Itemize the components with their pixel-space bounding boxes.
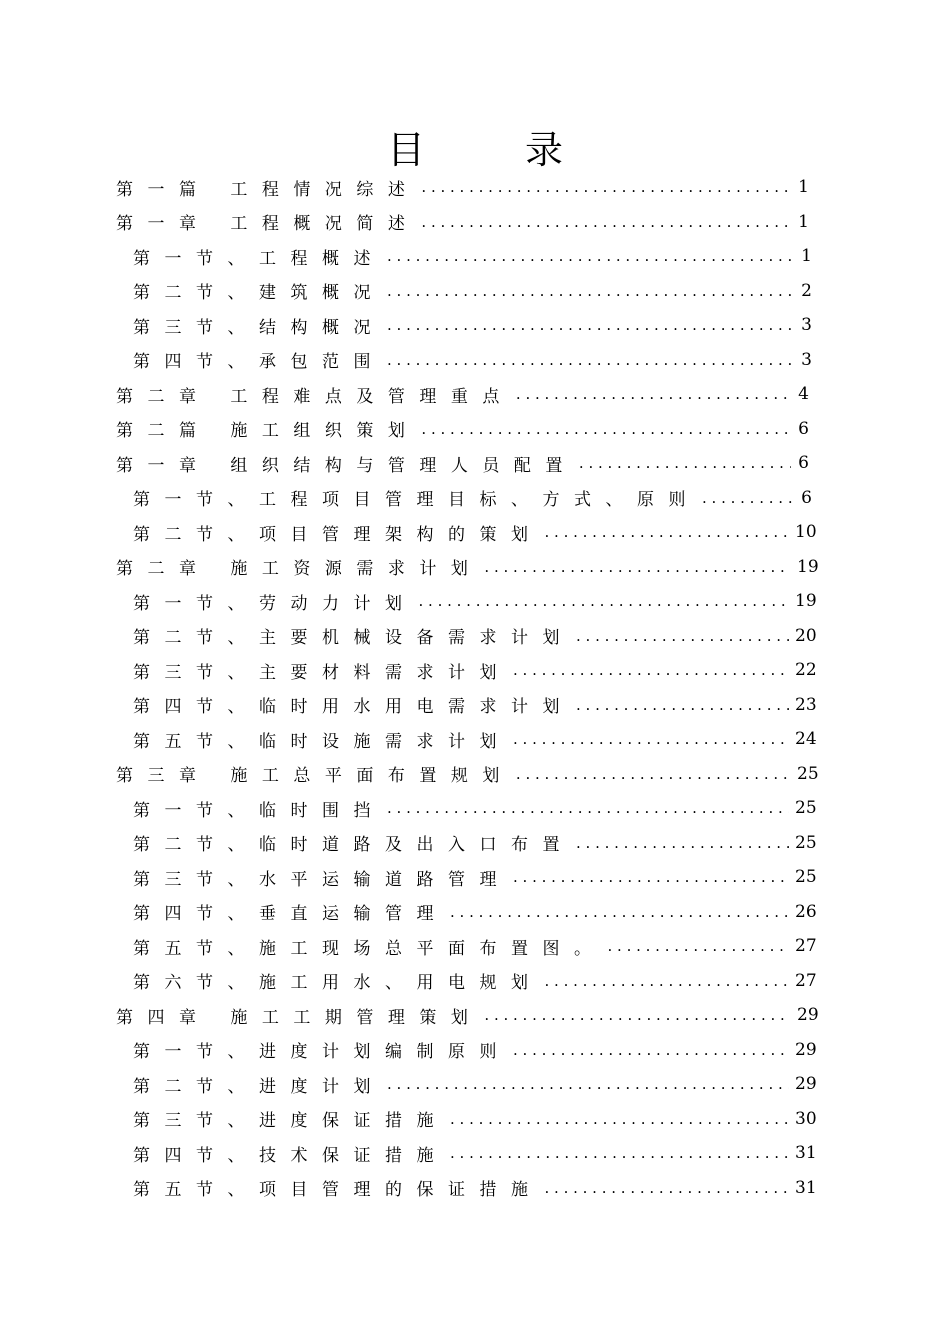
- toc-entry-label: 第四章 施工工期管理策划: [116, 1007, 483, 1028]
- toc-entry-section[interactable]: [0, 860, 950, 895]
- toc-entry-page-number: 19: [797, 556, 819, 577]
- toc-entry-page-number: 6: [798, 453, 809, 474]
- toc-entry-label: 第四节、技术保证措施: [133, 1145, 448, 1166]
- toc-entry-section[interactable]: [0, 584, 950, 619]
- toc-entry-page-number: 24: [795, 729, 817, 750]
- toc-entry-page-number: 6: [798, 418, 809, 439]
- toc-entry-chapter[interactable]: [0, 757, 950, 792]
- toc-entry-label: 第六节、施工用水、用电规划: [133, 973, 543, 994]
- toc-entry-section[interactable]: [0, 653, 950, 688]
- toc-leader-dots: [516, 765, 791, 783]
- toc-entry-page-number: 2: [801, 280, 812, 301]
- toc-entry-section[interactable]: [0, 791, 950, 826]
- toc-entry-chapter[interactable]: [0, 550, 950, 585]
- toc-leader-dots: [387, 799, 789, 817]
- toc-entry-page-number: 3: [801, 349, 812, 370]
- toc-entry-label: 第二篇 施工组织策划: [116, 421, 420, 442]
- toc-entry-section[interactable]: [0, 722, 950, 757]
- toc-entry-section[interactable]: [0, 239, 950, 274]
- toc-entry-section[interactable]: [0, 688, 950, 723]
- toc-entry-page-number: 31: [795, 1143, 817, 1164]
- toc-leader-dots: [513, 1041, 789, 1059]
- toc-entry-label: 第三节、进度保证措施: [133, 1111, 448, 1132]
- toc-leader-dots: [387, 351, 794, 369]
- page-title: 目 录: [386, 128, 608, 172]
- toc-entry-label: 第一节、进度计划编制原则: [133, 1042, 511, 1063]
- toc-entry-label: 第一节、临时围挡: [133, 800, 385, 821]
- toc-entry-chapter[interactable]: [0, 998, 950, 1033]
- toc-entry-label: 第二节、主要机械设备需求计划: [133, 628, 574, 649]
- toc-entry-page-number: 26: [795, 901, 817, 922]
- toc-entry-label: 第二章 工程难点及管理重点: [116, 386, 514, 407]
- toc-entry-section[interactable]: [0, 343, 950, 378]
- toc-entry-page-number: 29: [795, 1039, 817, 1060]
- toc-entry-label: 第五节、临时设施需求计划: [133, 731, 511, 752]
- toc-leader-dots: [387, 282, 794, 300]
- toc-entry-section[interactable]: [0, 929, 950, 964]
- toc-entry-page-number: 1: [798, 211, 809, 232]
- toc-entry-label: 第一节、工程项目管理目标、方式、原则: [133, 490, 700, 511]
- toc-leader-dots: [545, 523, 790, 541]
- toc-entry-page-number: 29: [795, 1074, 817, 1095]
- toc-entry-page-number: 1: [801, 246, 812, 267]
- toc-leader-dots: [421, 178, 791, 196]
- toc-entry-page-number: 29: [797, 1005, 819, 1026]
- toc-leader-dots: [450, 1144, 789, 1162]
- toc-entry-chapter[interactable]: [0, 170, 950, 205]
- toc-entry-label: 第三节、水平运输道路管理: [133, 869, 511, 890]
- toc-entry-chapter[interactable]: [0, 412, 950, 447]
- toc-leader-dots: [702, 489, 794, 507]
- toc-entry-label: 第一节、劳动力计划: [133, 593, 417, 614]
- toc-entry-section[interactable]: [0, 1171, 950, 1206]
- toc-leader-dots: [576, 834, 789, 852]
- toc-entry-page-number: 25: [795, 867, 817, 888]
- toc-leader-dots: [545, 972, 790, 990]
- toc-leader-dots: [421, 213, 791, 231]
- table-of-contents: [0, 170, 950, 1205]
- toc-entry-label: 第四节、承包范围: [133, 352, 385, 373]
- toc-entry-section[interactable]: [0, 308, 950, 343]
- toc-entry-section[interactable]: [0, 1102, 950, 1137]
- toc-entry-chapter[interactable]: [0, 446, 950, 481]
- toc-entry-page-number: 4: [798, 384, 809, 405]
- toc-leader-dots: [421, 420, 791, 438]
- toc-entry-page-number: 25: [797, 763, 819, 784]
- toc-leader-dots: [484, 558, 791, 576]
- toc-leader-dots: [545, 1179, 790, 1197]
- toc-leader-dots: [513, 868, 789, 886]
- toc-leader-dots: [387, 247, 794, 265]
- toc-leader-dots: [576, 696, 789, 714]
- toc-entry-page-number: 1: [798, 177, 809, 198]
- toc-leader-dots: [576, 627, 789, 645]
- toc-entry-page-number: 22: [795, 660, 817, 681]
- toc-entry-label: 第一章 工程概况简述: [116, 214, 420, 235]
- toc-entry-page-number: 30: [795, 1108, 817, 1129]
- toc-entry-label: 第二节、进度计划: [133, 1076, 385, 1097]
- toc-entry-page-number: 6: [801, 487, 812, 508]
- toc-entry-label: 第二节、临时道路及出入口布置: [133, 835, 574, 856]
- toc-leader-dots: [387, 1075, 789, 1093]
- toc-entry-section[interactable]: [0, 274, 950, 309]
- toc-entry-page-number: 20: [795, 625, 817, 646]
- toc-entry-chapter[interactable]: [0, 377, 950, 412]
- toc-entry-label: 第四节、垂直运输管理: [133, 904, 448, 925]
- toc-entry-section[interactable]: [0, 964, 950, 999]
- toc-entry-section[interactable]: [0, 1033, 950, 1068]
- toc-leader-dots: [608, 937, 790, 955]
- toc-entry-section[interactable]: [0, 619, 950, 654]
- toc-entry-label: 第一章 组织结构与管理人员配置: [116, 455, 577, 476]
- toc-entry-chapter[interactable]: [0, 205, 950, 240]
- toc-entry-label: 第三节、结构概况: [133, 317, 385, 338]
- toc-entry-section[interactable]: [0, 1136, 950, 1171]
- toc-entry-label: 第一篇 工程情况综述: [116, 179, 420, 200]
- toc-entry-label: 第三章 施工总平面布置规划: [116, 766, 514, 787]
- toc-entry-label: 第四节、临时用水用电需求计划: [133, 697, 574, 718]
- toc-entry-page-number: 31: [795, 1177, 817, 1198]
- toc-leader-dots: [513, 730, 789, 748]
- toc-entry-page-number: 19: [795, 591, 817, 612]
- toc-entry-label: 第一节、工程概述: [133, 248, 385, 269]
- toc-entry-label: 第二节、项目管理架构的策划: [133, 524, 543, 545]
- toc-entry-label: 第二章 施工资源需求计划: [116, 559, 483, 580]
- toc-entry-page-number: 10: [795, 522, 817, 543]
- toc-entry-section[interactable]: [0, 826, 950, 861]
- toc-entry-section[interactable]: [0, 1067, 950, 1102]
- toc-leader-dots: [419, 592, 790, 610]
- toc-leader-dots: [450, 1110, 789, 1128]
- toc-entry-page-number: 27: [795, 970, 817, 991]
- toc-leader-dots: [579, 454, 791, 472]
- toc-entry-page-number: 25: [795, 832, 817, 853]
- toc-entry-page-number: 23: [795, 694, 817, 715]
- toc-entry-page-number: 27: [795, 936, 817, 957]
- toc-entry-section[interactable]: [0, 481, 950, 516]
- toc-entry-section[interactable]: [0, 515, 950, 550]
- toc-entry-page-number: 3: [801, 315, 812, 336]
- toc-leader-dots: [513, 661, 789, 679]
- toc-entry-label: 第二节、建筑概况: [133, 283, 385, 304]
- toc-leader-dots: [516, 385, 791, 403]
- toc-leader-dots: [387, 316, 794, 334]
- toc-entry-label: 第五节、施工现场总平面布置图。: [133, 938, 606, 959]
- toc-entry-label: 第三节、主要材料需求计划: [133, 662, 511, 683]
- toc-leader-dots: [450, 903, 789, 921]
- toc-entry-section[interactable]: [0, 895, 950, 930]
- toc-entry-label: 第五节、项目管理的保证措施: [133, 1180, 543, 1201]
- toc-leader-dots: [484, 1006, 791, 1024]
- toc-entry-page-number: 25: [795, 798, 817, 819]
